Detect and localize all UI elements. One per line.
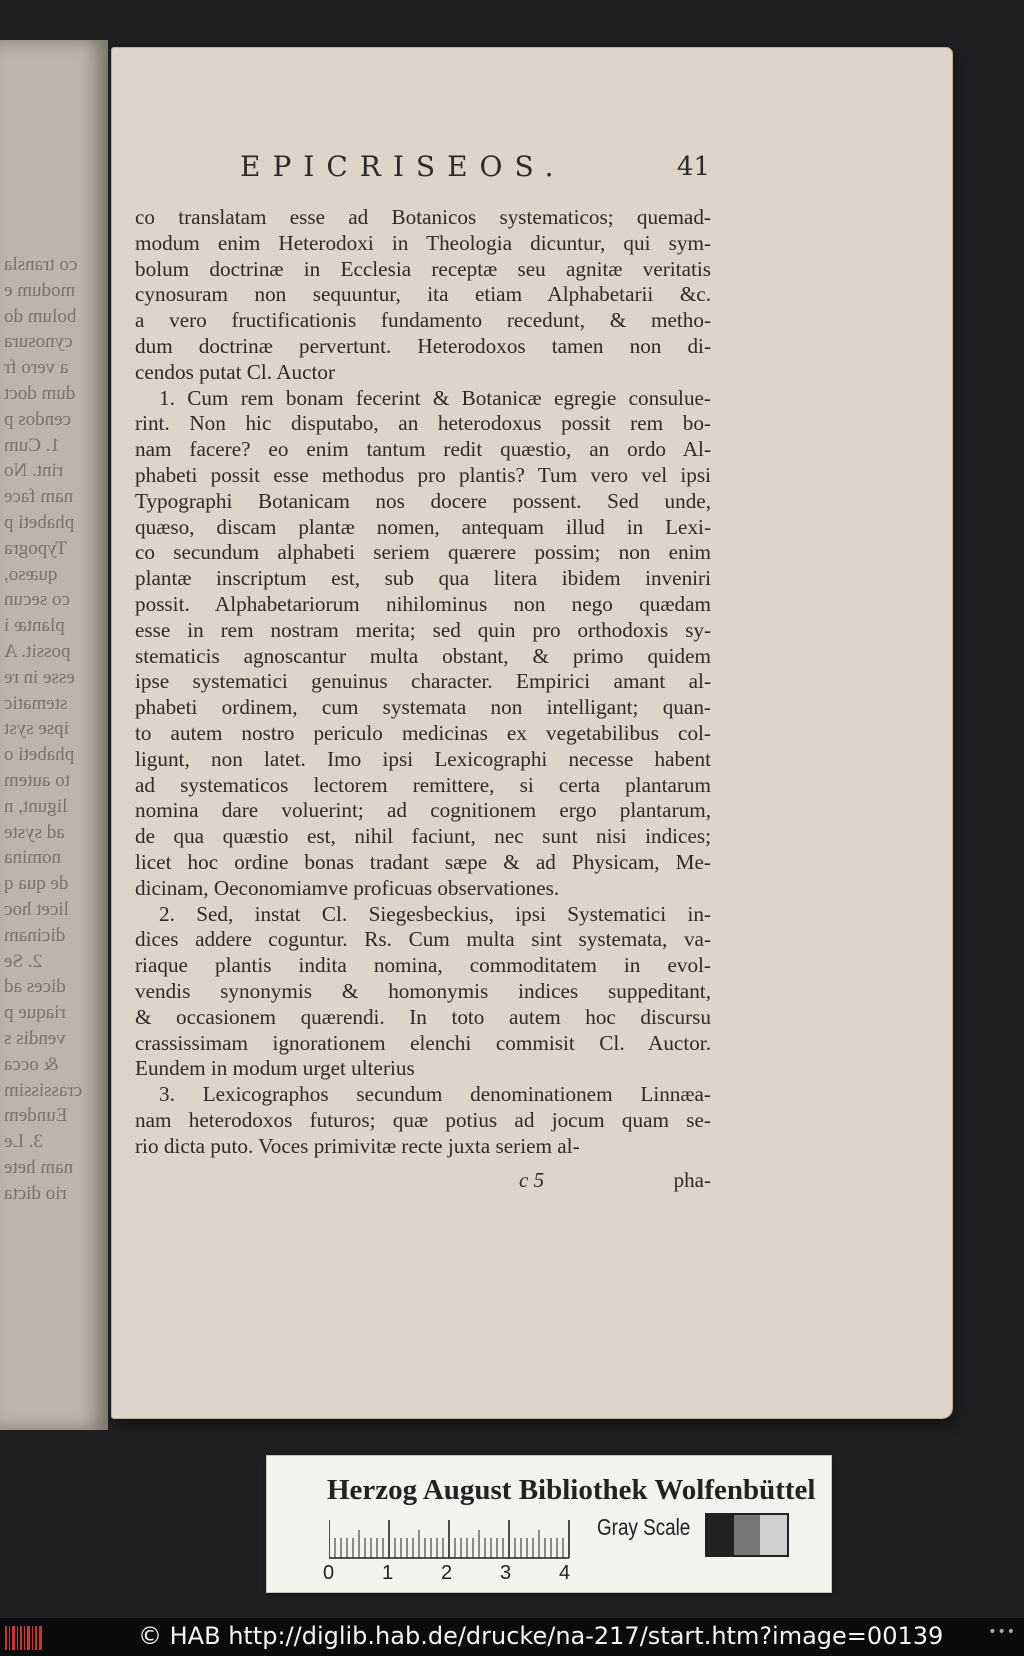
text-line-content: crassissimam ignorationem elenchi commisit Cl. Auctor. (135, 1030, 711, 1055)
text-line-content: & occasionem quærendi. In toto autem hoc discursu (135, 1004, 711, 1029)
page-number: 41 (676, 152, 710, 182)
ruler-number: 2 (441, 1562, 453, 1584)
text-line (135, 798, 711, 824)
bleed-through-line: 1. Cum (4, 434, 60, 456)
text-line-content: bolum doctrinæ in Ecclesia receptæ seu agnitæ veritatis (135, 256, 711, 281)
bleed-through-line: & occa (4, 1053, 59, 1075)
bleed-through-line: riaque p (4, 1002, 66, 1024)
more-options-icon[interactable]: ••• (988, 1624, 1016, 1640)
bleed-through-line: dum doct (4, 382, 76, 404)
gray-swatch-cell (760, 1515, 787, 1555)
gray-swatch-cell (707, 1515, 734, 1555)
bleed-through-line: dicinam (4, 924, 66, 946)
text-line-content: Typographi Botanicam nos docere possent. Sed unde, (135, 488, 711, 513)
footer-bar (0, 1618, 1024, 1656)
bleed-through-line: stematic (4, 692, 68, 714)
library-name: Herzog August Bibliothek Wolfenbüttel (327, 1474, 816, 1506)
bleed-through-line: 2. Se (4, 950, 42, 972)
text-line-content: ad systematicos lectorem remittere, si certa plantarum (135, 772, 711, 797)
bleed-through-line: bolum do (4, 305, 77, 327)
text-line-content: de qua quæstio est, nihil faciunt, nec sunt nisi indices; (135, 824, 711, 849)
signature-mark: c 5 (519, 1168, 545, 1192)
text-line-content: a vero fructificationis fundamento recedunt, & metho- (135, 308, 711, 333)
bleed-through-line: crassissim (4, 1079, 83, 1101)
bleed-through-line: to autem (4, 769, 70, 791)
text-line-content: phabeti possit esse methodus pro plantis? Tum vero vel ipsi (135, 462, 711, 487)
text-line (135, 1134, 711, 1160)
bleed-through-text (4, 252, 100, 1206)
text-line-content: modum enim Heterodoxi in Theologia dicuntur, qui sym- (135, 230, 711, 255)
text-line (135, 953, 711, 979)
text-line (135, 902, 711, 928)
text-line-content: stematicis agnoscantur multa obstant, & primo quidem (135, 643, 711, 668)
bleed-through-line: phabeti o (4, 744, 75, 766)
text-line-content: riaque plantis indita nomina, commoditatem in evol- (135, 953, 711, 978)
bleed-through-line: rint. No (4, 460, 64, 482)
text-line (135, 1082, 711, 1108)
ruler-number: 4 (559, 1562, 571, 1584)
text-line (135, 773, 711, 799)
bleed-through-line: phabeti p (4, 511, 75, 533)
bleed-through-line: vendis s (4, 1027, 66, 1049)
text-line (135, 540, 711, 566)
bleed-through-line: plantæ i (4, 615, 65, 637)
bleed-through-line: quæso, (4, 563, 58, 585)
body-text (135, 205, 711, 1159)
text-line-content: 2. Sed, instat Cl. Siegesbeckius, ipsi Systematici in- (159, 901, 711, 926)
text-line (135, 282, 711, 308)
text-line-content: ipse systematici genuinus character. Empirici amant al- (135, 669, 711, 694)
text-line (135, 205, 711, 231)
text-line (135, 489, 711, 515)
bleed-through-line: modum e (4, 279, 76, 301)
text-line (135, 566, 711, 592)
gray-scale-label: Gray Scale (597, 1514, 691, 1540)
text-line-content: plantæ inscriptum est, sub qua litera ibidem inveniri (135, 566, 711, 591)
bleed-through-line: ligunt, n (4, 795, 68, 817)
text-line-content: vendis synonymis & homonymis indices suppeditant, (135, 978, 711, 1003)
text-line (135, 1056, 711, 1082)
text-line (135, 979, 711, 1005)
text-line-content: nomina dare voluerint; ad cognitionem ergo plantarum, (135, 798, 711, 823)
text-line-content: 3. Lexicographos secundum denominationem Linnæa- (159, 1082, 711, 1107)
bleed-through-line: co secun (4, 589, 70, 611)
text-line (135, 386, 711, 412)
text-line-content: 1. Cum rem bonam fecerint & Botanicæ egregie consulue- (159, 385, 711, 410)
text-line (135, 231, 711, 257)
bleed-through-line: nam hete (4, 1156, 74, 1178)
copyright-link[interactable]: © HAB http://diglib.hab.de/drucke/na-217/start.htm?image=00139 (138, 1622, 944, 1650)
bleed-through-line: licet hoc (4, 898, 69, 920)
bleed-through-line: de qua q (4, 873, 69, 895)
text-line (135, 927, 711, 953)
text-line (135, 1108, 711, 1134)
text-line (135, 515, 711, 541)
page-footer (135, 1168, 711, 1196)
text-line-content: dices addere coguntur. Rs. Cum multa sint systemata, va- (135, 927, 711, 952)
bleed-through-line: dices ad (4, 976, 66, 998)
text-line-content: cendos putat Cl. Auctor (135, 359, 336, 384)
text-line (135, 334, 711, 360)
text-line (135, 618, 711, 644)
text-line (135, 850, 711, 876)
text-line (135, 876, 711, 902)
text-line-content: nam heterodoxos futuros; quæ potius ad jocum quam se- (135, 1107, 711, 1132)
bleed-through-line: co transla (4, 254, 78, 275)
bleed-through-line: rio dicta (4, 1182, 67, 1204)
bleed-through-line: nomina (4, 847, 61, 869)
bleed-through-line: ipse syst (4, 718, 69, 740)
text-line-content: rint. Non hic disputabo, an heterodoxus possit rem bo- (135, 411, 711, 436)
text-line (135, 824, 711, 850)
bleed-through-line: 3. Le (4, 1131, 44, 1153)
ruler-number: 0 (323, 1562, 335, 1584)
text-line (135, 1005, 711, 1031)
text-line-content: co secundum alphabeti seriem quærere possim; non enim (135, 540, 711, 565)
text-line-content: co translatam esse ad Botanicos systematicos; quemad- (135, 205, 711, 229)
text-line (135, 669, 711, 695)
text-line (135, 644, 711, 670)
bleed-through-line: Eundem (4, 1105, 68, 1127)
catchword: pha- (673, 1168, 711, 1192)
text-line (135, 360, 711, 386)
gray-scale-swatch (705, 1513, 789, 1557)
text-line (135, 308, 711, 334)
running-head: EPICRISEOS. (240, 150, 566, 183)
bleed-through-line: nam face (4, 486, 74, 508)
text-line-content: esse in rem nostram merita; sed quin pro orthodoxis sy- (135, 617, 711, 642)
text-line (135, 695, 711, 721)
text-line-content: to autem nostro periculo medicinas ex vegetabilibus col- (135, 720, 711, 745)
text-line (135, 411, 711, 437)
text-line (135, 747, 711, 773)
bleed-through-line: cynosura (4, 331, 73, 353)
facing-page-fragment (0, 40, 108, 1430)
gray-swatch-cell (734, 1515, 761, 1555)
text-line (135, 592, 711, 618)
bleed-through-line: cendos p (4, 408, 72, 430)
bleed-through-line: Typogra (4, 537, 68, 559)
ruler-numbers (323, 1562, 683, 1586)
bleed-through-line: ad syste (4, 821, 65, 843)
text-line (135, 1031, 711, 1057)
text-line-content: ligunt, non latet. Imo ipsi Lexicographi necesse habent (135, 746, 711, 771)
ruler-number: 1 (382, 1562, 394, 1584)
text-line-content: dicinam, Oeconomiamve proficuas observationes. (135, 875, 560, 900)
text-line-content: phabeti ordinem, cum systemata non intelligant; quan- (135, 695, 711, 720)
text-line (135, 257, 711, 283)
text-line-content: possit. Alphabetariorum nihilominus non nego quædam (135, 591, 711, 616)
text-line-content: licet hoc ordine bonas tradant sæpe & ad Physicam, Me- (135, 849, 711, 874)
text-line-content: nam facere? eo enim tantum redit quæstio, an ordo Al- (135, 437, 711, 462)
text-line-content: cynosuram non sequuntur, ita etiam Alphabetarii &c. (135, 282, 711, 307)
text-line-content: Eundem in modum urget ulterius (135, 1056, 415, 1081)
scale-card (266, 1455, 832, 1593)
text-line (135, 463, 711, 489)
text-line (135, 437, 711, 463)
text-line-content: dum doctrinæ pervertunt. Heterodoxos tamen non di- (135, 333, 711, 358)
text-line (135, 721, 711, 747)
ruler-number: 3 (500, 1562, 512, 1584)
barcode-icon (4, 1624, 44, 1652)
text-line-content: rio dicta puto. Voces primivitæ recte juxta seriem al- (135, 1133, 580, 1158)
page-header (240, 150, 710, 190)
text-line-content: quæso, discam plantæ nomen, antequam illud in Lexi- (135, 514, 711, 539)
bleed-through-line: possit. A (4, 640, 71, 662)
bleed-through-line: esse in re (4, 666, 75, 688)
bleed-through-line: a vero fr (4, 357, 69, 379)
